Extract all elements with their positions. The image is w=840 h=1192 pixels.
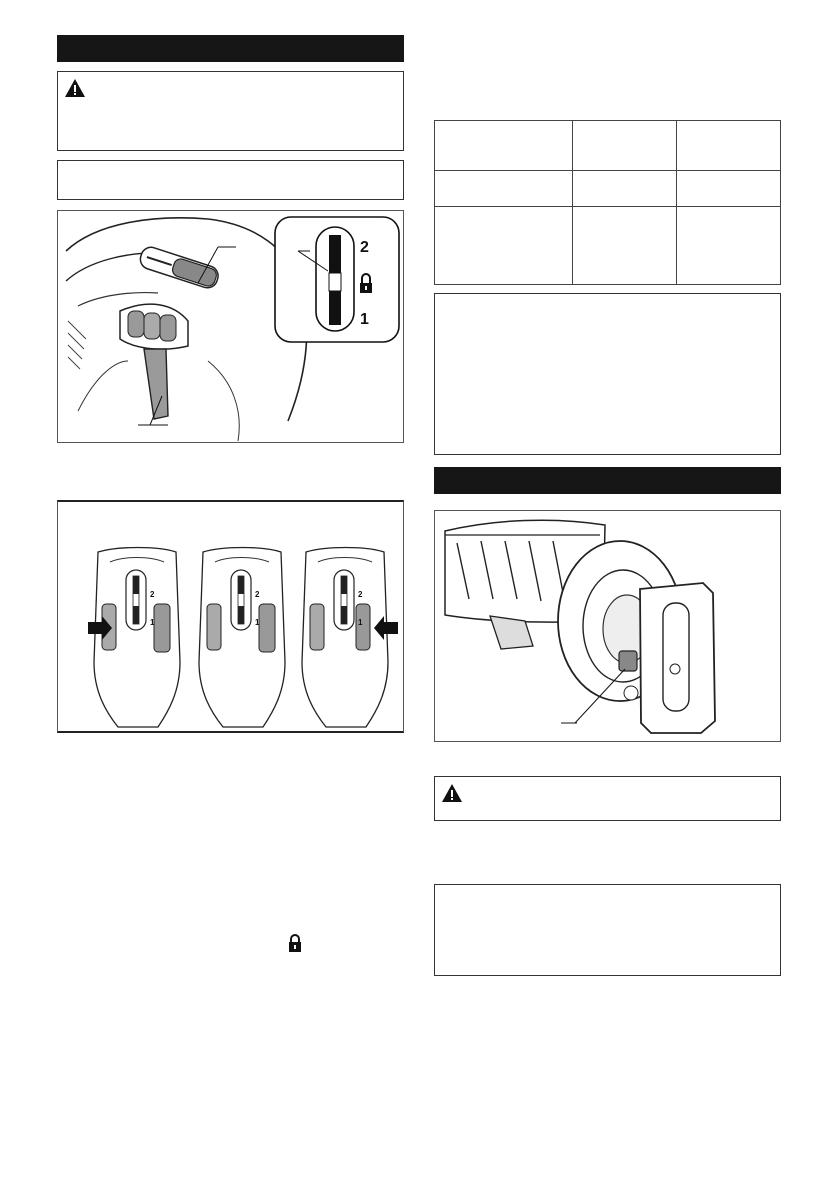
panel-right-label-1: 1 <box>358 618 363 627</box>
section-heading-bar-left <box>57 35 404 62</box>
warning-triangle-icon <box>441 783 463 803</box>
panel-center-label-1: 1 <box>255 618 260 627</box>
table-cell <box>435 171 573 207</box>
warning-box-right <box>434 776 781 821</box>
panel-left-label-2: 2 <box>150 590 155 599</box>
panel-right-label-2: 2 <box>358 590 363 599</box>
table-cell <box>435 207 573 285</box>
figure-switch-tool <box>57 210 404 443</box>
figure-shoe-lever <box>434 510 781 742</box>
shoe-lever-illustration <box>435 511 781 742</box>
switch-panel-left <box>88 548 180 728</box>
table-cell <box>573 121 677 171</box>
switch-positions-illustration <box>58 502 404 733</box>
section-heading-bar-right <box>434 467 781 494</box>
padlock-icon <box>286 934 304 954</box>
table-cell <box>677 207 781 285</box>
table-cell <box>677 171 781 207</box>
table-cell <box>573 207 677 285</box>
spec-table <box>434 120 781 285</box>
figure-switch-positions <box>57 500 404 733</box>
note-box-right-bottom <box>434 884 781 976</box>
warning-box-left <box>57 71 404 151</box>
note-box-left <box>57 160 404 200</box>
panel-left-label-1: 1 <box>150 618 155 627</box>
switch-panel-center <box>199 548 285 728</box>
table-cell <box>435 121 573 171</box>
note-box-right <box>434 293 781 455</box>
tool-illustration <box>58 211 404 443</box>
zoom-label-1: 1 <box>360 311 369 328</box>
zoom-label-2: 2 <box>360 239 369 256</box>
panel-center-label-2: 2 <box>255 590 260 599</box>
warning-triangle-icon <box>64 78 86 98</box>
switch-panel-right <box>302 548 398 728</box>
table-cell <box>677 121 781 171</box>
table-cell <box>573 171 677 207</box>
